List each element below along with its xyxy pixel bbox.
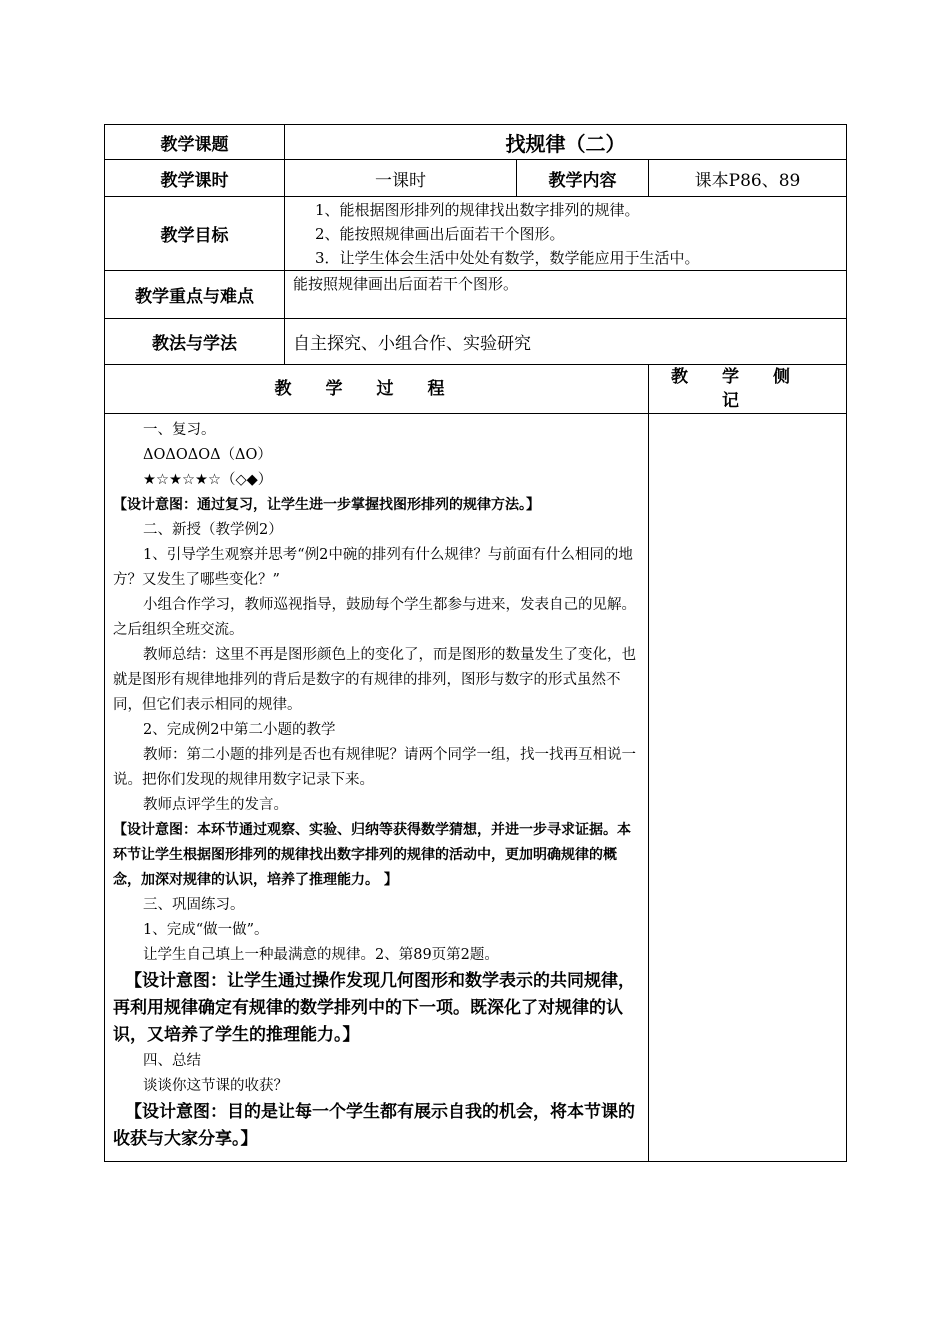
lesson-plan-table — [104, 124, 847, 1162]
process-paragraph: 四、总结 — [143, 1053, 201, 1069]
process-paragraph: ★☆★☆★☆（◇◆） — [143, 472, 273, 488]
process-paragraph: 让学生自己填上一种最满意的规律。2、第89页第2题。 — [143, 947, 499, 963]
process-paragraph: 教师点评学生的发言。 — [143, 797, 288, 813]
topic-label: 教学课题 — [105, 125, 285, 160]
process-paragraph: ΔOΔOΔOΔ（ΔO） — [143, 447, 272, 463]
objective-item: 3．让学生体会生活中处处有数学，数学能应用于生活中。 — [315, 248, 700, 267]
period-value: 一课时 — [285, 160, 517, 197]
key-points-label: 教学重点与难点 — [105, 271, 285, 319]
process-paragraph: 二、新授（教学例2） — [143, 522, 283, 538]
process-paragraph: 【设计意图：目的是让每一个学生都有展示自我的机会，将本节课的收获与大家分享。】 — [113, 1102, 635, 1149]
process-paragraph: 【设计意图：通过复习，让学生进一步掌握找图形排列的规律方法。】 — [113, 497, 540, 513]
process-header: 教学过程 — [105, 365, 649, 414]
objective-item: 2、能按照规律画出后面若干个图形。 — [315, 224, 565, 243]
content-label: 教学内容 — [517, 160, 649, 197]
process-paragraph: 教师：第二小题的排列是否也有规律呢？请两个同学一组，找一找再互相说一说。把你们发现的规律用数字记录下来。 — [113, 747, 636, 788]
objective-item: 1、能根据图形排列的规律找出数字排列的规律。 — [315, 200, 640, 219]
process-paragraph: 谈谈你这节课的收获？ — [143, 1078, 288, 1094]
process-paragraph: 1、引导学生观察并思考“例2中碗的排列有什么规律？与前面有什么相同的地方？又发生了哪些变化？” — [113, 547, 633, 588]
lesson-plan — [104, 124, 846, 1162]
process-paragraph: 三、巩固练习。 — [143, 897, 245, 913]
process-paragraph: 【设计意图：让学生通过操作发现几何图形和数学表示的共同规律，再利用规律确定有规律的数学排列中的下一项。既深化了对规律的认识，又培养了学生的推理能力。】 — [113, 971, 635, 1045]
process-content — [105, 414, 649, 1162]
topic-value: 找规律（二） — [285, 125, 847, 160]
process-paragraph: 【设计意图：本环节通过观察、实验、归纳等获得数学猜想，并进一步寻求证据。本环节让学生根据图形排列的规律找出数字排列的规律的活动中，更加明确规律的概念，加深对规律的认识，培养了推理能力。 】 — [113, 822, 631, 888]
objectives-label: 教学目标 — [105, 197, 285, 271]
notes-content — [649, 414, 847, 1162]
period-label: 教学课时 — [105, 160, 285, 197]
process-paragraph: 2、完成例2中第二小题的教学 — [143, 722, 336, 738]
objectives-list — [285, 197, 847, 271]
process-paragraph: 一、复习。 — [143, 422, 216, 438]
key-points-value: 能按照规律画出后面若干个图形。 — [285, 271, 847, 319]
process-paragraph: 教师总结：这里不再是图形颜色上的变化了，而是图形的数量发生了变化，也就是图形有规律地排列的背后是数字的有规律的排列，图形与数字的形式虽然不同，但它们表示相同的规律。 — [113, 647, 636, 713]
content-value: 课本P86、89 — [649, 160, 847, 197]
notes-header: 教学侧记 — [649, 365, 847, 414]
methods-value: 自主探究、小组合作、实验研究 — [285, 319, 847, 365]
process-paragraph: 小组合作学习，教师巡视指导，鼓励每个学生都参与进来，发表自己的见解。之后组织全班交流。 — [113, 597, 636, 638]
process-paragraph: 1、完成“做一做”。 — [143, 922, 269, 938]
methods-label: 教法与学法 — [105, 319, 285, 365]
